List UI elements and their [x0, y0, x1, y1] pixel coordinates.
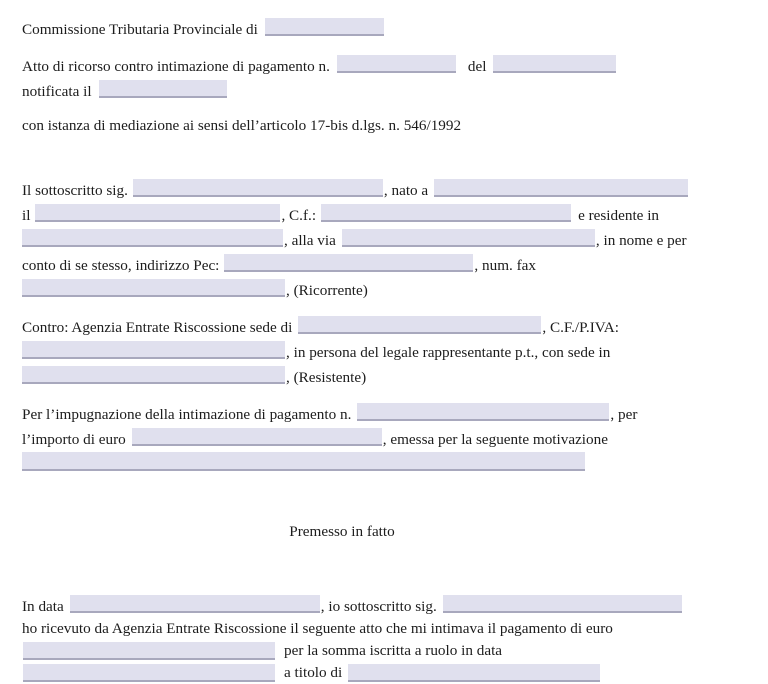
field-fatto-titolo-di[interactable] [348, 664, 600, 682]
line-atto-ricorso [22, 53, 734, 78]
line-importo-somma [22, 640, 734, 662]
line-impugnazione [22, 401, 734, 426]
field-intimazione-numero[interactable] [337, 55, 456, 73]
field-ricorrente-pec[interactable] [224, 254, 473, 272]
label-cf-piva: , C.F./P.IVA: [542, 319, 619, 336]
field-impugnazione-importo[interactable] [132, 428, 382, 446]
document-body [22, 16, 734, 684]
field-ricorrente-residenza[interactable] [22, 229, 283, 247]
section-heading-premesso [22, 521, 662, 543]
section-heading-label: Premesso in fatto [289, 523, 395, 540]
spacer [22, 471, 734, 501]
line-notificata [22, 78, 734, 103]
line-commissione [22, 16, 734, 41]
field-notificata-il[interactable] [99, 80, 227, 98]
label-legale-rappresentante: , in persona del legale rappresentante p.t., con sede in [286, 344, 611, 361]
label-il: il [22, 207, 31, 224]
spacer [22, 543, 734, 573]
field-motivazione[interactable] [22, 452, 585, 471]
line-fax-ricorrente [22, 277, 734, 302]
field-ricorrente-nato-il[interactable] [35, 204, 280, 222]
label-per: , per [610, 406, 638, 423]
line-resistente-cf [22, 339, 734, 364]
label-emessa-motivazione: , emessa per la seguente motivazione [382, 431, 608, 448]
line-contro-agenzia [22, 314, 734, 339]
label-impugnazione: Per l’impugnazione della intimazione di pagamento n. [22, 406, 352, 423]
field-fatto-importo-euro[interactable] [23, 642, 275, 660]
line-nato-il-cf [22, 202, 734, 227]
spacer [22, 302, 734, 314]
label-notificata-il: notificata il [22, 83, 92, 100]
label-a-titolo-di: a titolo di [284, 664, 343, 681]
field-impugnazione-numero[interactable] [357, 403, 609, 421]
label-in-nome-e-per: , in nome e per [595, 232, 687, 249]
label-resistente: , (Resistente) [286, 369, 367, 386]
line-residenza-via [22, 227, 734, 252]
label-contro-agenzia: Contro: Agenzia Entrate Riscossione sede di [22, 319, 293, 336]
label-del: del [467, 58, 487, 75]
line-pec-fax [22, 252, 734, 277]
spacer [22, 389, 734, 401]
label-importo-euro: l’importo di euro [22, 431, 126, 448]
label-residente-in: e residente in [578, 207, 660, 224]
field-fatto-sottoscritto[interactable] [443, 595, 682, 613]
label-nato-a: , nato a [383, 182, 429, 199]
field-fatto-data-ruolo[interactable] [23, 664, 275, 682]
field-ricorrente-via[interactable] [342, 229, 595, 247]
label-somma-iscritta-ruolo: per la somma iscritta a ruolo in data [284, 642, 503, 659]
field-resistente-cf-piva[interactable] [22, 341, 285, 359]
line-ho-ricevuto [22, 618, 734, 640]
field-ricorrente-nato-a[interactable] [434, 179, 688, 197]
line-in-data [22, 593, 734, 618]
field-intimazione-data[interactable] [493, 55, 616, 73]
line-istanza-mediazione [22, 115, 734, 137]
label-ho-ricevuto: ho ricevuto da Agenzia Entrate Riscossione il seguente atto che mi intimava il pagamento di euro [22, 620, 613, 637]
label-istanza-mediazione: con istanza di mediazione ai sensi dell’articolo 17-bis d.lgs. n. 546/1992 [22, 117, 462, 134]
label-ricorrente: , (Ricorrente) [286, 282, 368, 299]
line-resistente-sede-in [22, 364, 734, 389]
label-cf: , C.f.: [281, 207, 317, 224]
line-motivazione [22, 452, 734, 471]
label-commissione: Commissione Tributaria Provinciale di [22, 21, 258, 38]
field-resistente-sede-in[interactable] [22, 366, 285, 384]
field-resistente-sede[interactable] [298, 316, 541, 334]
label-io-sottoscritto: , io sottoscritto sig. [320, 598, 437, 615]
field-ricorrente-nome[interactable] [133, 179, 383, 197]
field-commissione-provincia[interactable] [265, 18, 384, 36]
label-conto-pec: conto di se stesso, indirizzo Pec: [22, 257, 220, 274]
line-sottoscritto [22, 177, 734, 202]
spacer [22, 103, 734, 115]
spacer [22, 137, 734, 177]
label-in-data: In data [22, 598, 64, 615]
field-ricorrente-cf[interactable] [321, 204, 571, 222]
spacer [22, 41, 734, 53]
line-importo-euro [22, 426, 734, 451]
field-ricorrente-fax[interactable] [22, 279, 285, 297]
label-num-fax: , num. fax [474, 257, 536, 274]
label-atto-ricorso: Atto di ricorso contro intimazione di pagamento n. [22, 58, 330, 75]
label-alla-via: , alla via [284, 232, 336, 249]
spacer [22, 573, 734, 593]
field-fatto-data[interactable] [70, 595, 320, 613]
spacer [22, 501, 734, 521]
label-sottoscritto-sig: Il sottoscritto sig. [22, 182, 128, 199]
line-data-titolo [22, 662, 734, 684]
